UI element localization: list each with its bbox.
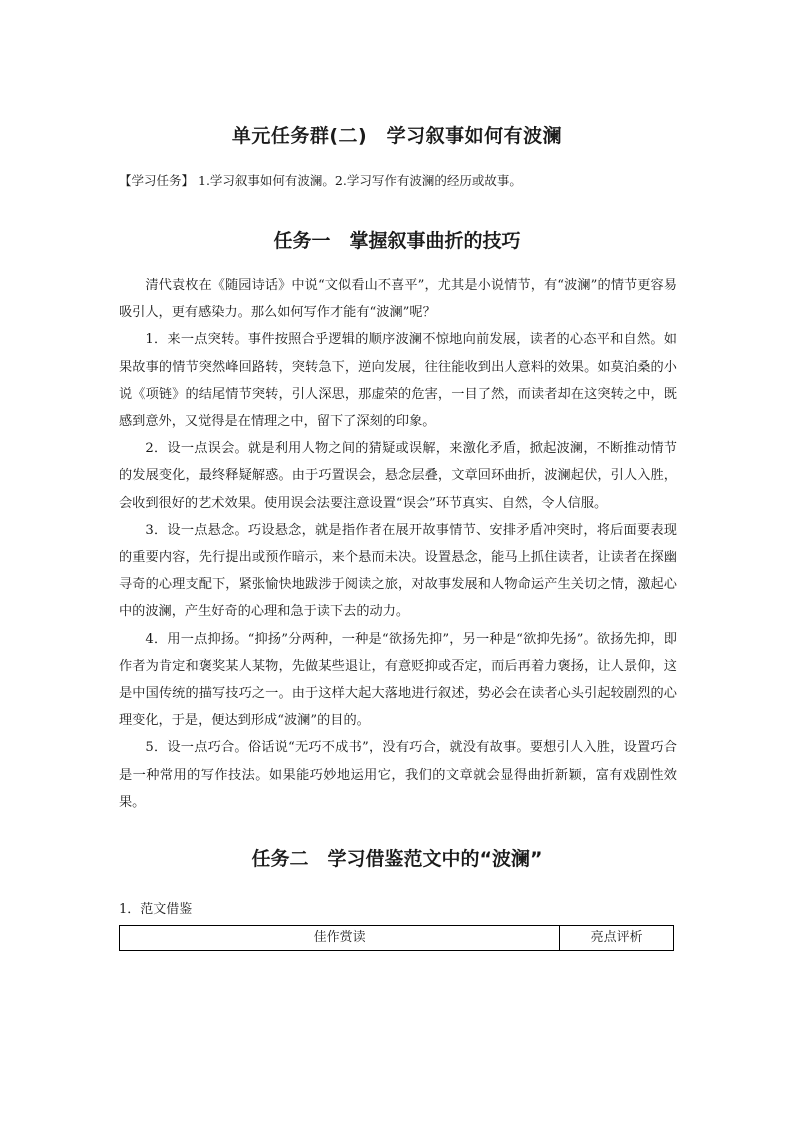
learning-task-label: 【学习任务】 [119, 173, 195, 188]
learning-task-line [119, 171, 679, 189]
section-heading-task-one: 任务一 掌握叙事曲折的技巧 [273, 230, 521, 252]
page-title: 单元任务群(二) 学习叙事如何有波澜 [231, 125, 563, 147]
task-one-body [119, 272, 677, 816]
table-header-commentary: 亮点评析 [560, 926, 674, 951]
table-header-row [120, 926, 674, 951]
technique-paragraph-2: 2．设一点误会。就是利用人物之间的猜疑或误解，来激化矛盾，掀起波澜，不断推动情节的发展变化，最终释疑解惑。由于巧置误会，悬念层叠，文章回环曲折，波澜起伏，引人入胜，会收到很好的艺术效果。使用误会法要注意设置“误会”环节真实、自然，令人信服。 [119, 441, 677, 511]
technique-paragraph-3: 3．设一点悬念。巧设悬念，就是指作者在展开故事情节、安排矛盾冲突时，将后面要表现的重要内容，先行提出或预作暗示，来个悬而未决。设置悬念，能马上抓住读者，让读者在探幽寻奇的心理支配下，紧张愉快地跋涉于阅读之旅，对故事发展和人物命运产生关切之情，激起心中的波澜，产生好奇的心理和急于读下去的动力。 [119, 522, 677, 620]
technique-paragraph-1: 1．来一点突转。事件按照合乎逻辑的顺序波澜不惊地向前发展，读者的心态平和自然。如果故事的情节突然峰回路转，突转急下，逆向发展，往往能收到出人意料的效果。如莫泊桑的小说《项链》的结尾情节突转，引人深思，那虚荣的危害，一目了然，而读者却在这突转之中，既感到意外，又觉得是在情理之中，留下了深刻的印象。 [119, 332, 677, 430]
technique-paragraph-5: 5．设一点巧合。俗话说“无巧不成书”，没有巧合，就没有故事。要想引人入胜，设置巧合是一种常用的写作技法。如果能巧妙地运用它，我们的文章就会显得曲折新颖，富有戏剧性效果。 [119, 740, 677, 810]
table-header-reading: 佳作赏读 [120, 926, 560, 951]
intro-paragraph: 清代袁枚在《随园诗话》中说“文似看山不喜平”，尤其是小说情节，有“波澜”的情节更容易吸引人，更有感染力。那么如何写作才能有“波澜”呢？ [119, 278, 677, 321]
subheading-model-essay: 1．范文借鉴 [119, 902, 193, 917]
model-essay-table [119, 925, 674, 951]
learning-task-content: 1.学习叙事如何有波澜。2.学习写作有波澜的经历或故事。 [198, 173, 522, 188]
technique-paragraph-4: 4．用一点抑扬。“抑扬”分两种，一种是“欲扬先抑”，另一种是“欲抑先扬”。欲扬先抑，即作者为肯定和褒奖某人某物，先做某些退让，有意贬抑或否定，而后再着力褒扬，让人景仰，这是中国传统的描写技巧之一。由于这样大起大落地进行叙述，势必会在读者心头引起较剧烈的心理变化，于是，便达到形成“波澜”的目的。 [119, 631, 677, 729]
section-heading-task-two: 任务二 学习借鉴范文中的“波澜” [251, 848, 543, 870]
